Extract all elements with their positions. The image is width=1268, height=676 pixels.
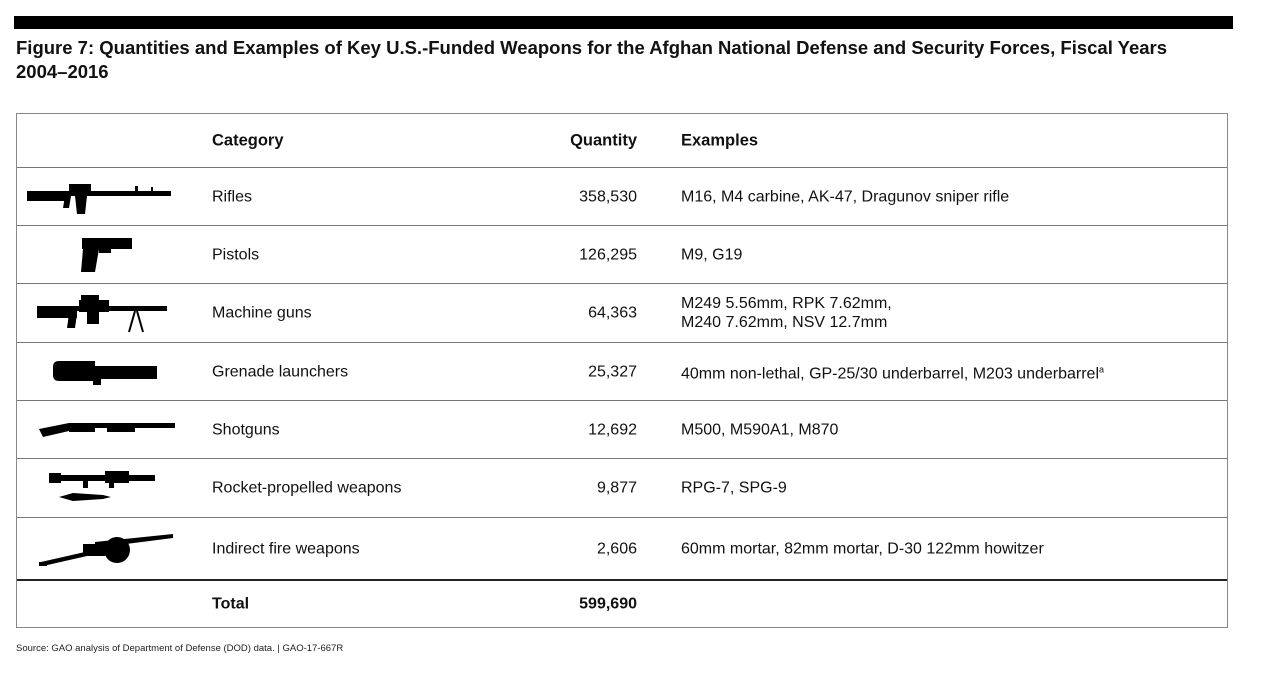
category-cell: Rifles: [212, 188, 253, 205]
pistol-icon: [25, 232, 175, 278]
quantity-cell: 2,606: [596, 540, 637, 557]
machine-gun-icon: [25, 290, 175, 336]
howitzer-icon: [25, 526, 175, 572]
table-row: [17, 284, 1227, 343]
category-cell: Grenade launchers: [212, 363, 349, 380]
quantity-cell: 25,327: [588, 363, 637, 380]
examples-cell: 40mm non-lethal, GP-25/30 underbarrel, M203 underbarrel$^a$: [681, 363, 1105, 383]
quantity-cell: 358,530: [579, 188, 637, 205]
figure-title: Figure 7: Quantities and Examples of Key U.S.-Funded Weapons for the Afghan National Defense and Security Forces, Fiscal Years 2004–2016: [16, 37, 1168, 82]
source-note: Source: GAO analysis of Department of Defense (DOD) data. | GAO-17-667R: [16, 643, 344, 654]
shotgun-icon: [25, 407, 175, 453]
examples-cell: M500, M590A1, M870: [681, 421, 839, 438]
table-row: [17, 226, 1227, 284]
table-row: [17, 343, 1227, 401]
examples-cell: 60mm mortar, 82mm mortar, D-30 122mm howitzer: [681, 540, 1044, 557]
rifle-icon: [25, 174, 175, 220]
category-cell: Rocket-propelled weapons: [212, 479, 402, 497]
quantity-cell: 9,877: [596, 479, 637, 497]
table-row: [17, 459, 1227, 518]
header-quantity: Quantity: [570, 131, 637, 149]
header-category: Category: [212, 131, 284, 149]
examples-cell: M249 5.56mm, RPK 7.62mm, M240 7.62mm, NSV 12.7mm: [681, 295, 892, 331]
category-cell: Pistols: [212, 246, 260, 263]
total-quantity: 599,690: [579, 595, 637, 613]
examples-cell: M16, M4 carbine, AK-47, Dragunov sniper rifle: [681, 188, 1010, 205]
quantity-cell: 64,363: [588, 304, 637, 322]
header-examples: Examples: [681, 131, 759, 149]
table-row: [17, 518, 1227, 581]
top-rule: [14, 16, 1233, 29]
footnote-marker: a: [1099, 363, 1105, 374]
weapons-table: [16, 113, 1228, 628]
total-row: [17, 581, 1227, 627]
examples-cell: RPG-7, SPG-9: [681, 479, 787, 497]
total-label: Total: [212, 595, 250, 613]
table-header-row: [17, 114, 1227, 168]
category-cell: Machine guns: [212, 304, 312, 322]
table-row: [17, 168, 1227, 226]
category-cell: Indirect fire weapons: [212, 540, 360, 557]
grenade-launcher-icon: [25, 349, 175, 395]
quantity-cell: 126,295: [579, 246, 637, 263]
examples-cell: M9, G19: [681, 246, 743, 263]
rocket-launcher-icon: [25, 465, 175, 511]
quantity-cell: 12,692: [588, 421, 637, 438]
table-row: [17, 401, 1227, 459]
category-cell: Shotguns: [212, 421, 280, 438]
